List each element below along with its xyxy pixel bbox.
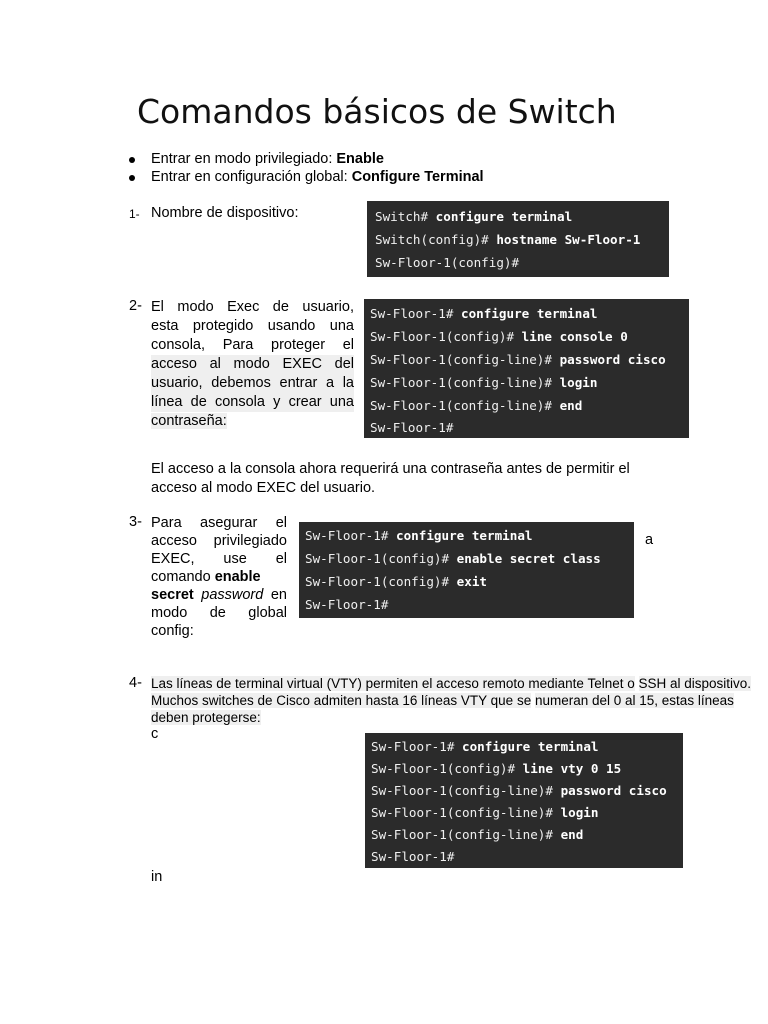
terminal-line: Sw-Floor-1(config-line)# password cisco [370,352,666,367]
bullet-text: Entrar en modo privilegiado: [151,151,337,167]
section-number: 1- [129,207,140,221]
section-note: El acceso a la consola ahora requerirá una contraseña antes de permitir el acceso al modo EXEC del usuario. [151,461,630,496]
section-paragraph: El modo Exec de usuario, esta protegido usando una consola, Para proteger el acceso al modo EXEC del usuario, debemos entrar a la línea de consola y crear una contraseña: [151,299,354,429]
terminal-line: Sw-Floor-1(config-line)# end [371,827,584,842]
terminal-line: Sw-Floor-1(config-line)# password cisco [371,783,667,798]
terminal-line: Switch# configure terminal [375,209,573,224]
terminal-line: Sw-Floor-1# [371,849,455,864]
terminal-block-console [364,299,689,438]
terminal-line: Sw-Floor-1# configure terminal [370,306,598,321]
stray-text: in [151,869,163,885]
terminal-line: Sw-Floor-1(config-line)# end [370,398,583,413]
trailing-text: a [645,532,654,548]
section-label: Nombre de dispositivo: [151,205,299,221]
terminal-line: Sw-Floor-1# configure terminal [371,739,599,754]
terminal-block-hostname [367,201,669,277]
section-number: 3- [129,514,142,530]
section-number: 2- [129,298,142,314]
bullet-dot [129,157,135,163]
stray-text: c [151,726,159,742]
section-number: 4- [129,675,142,691]
terminal-line: Sw-Floor-1(config)# enable secret class [305,551,601,566]
terminal-block-vty [365,733,683,868]
bullet-item-global-config [151,169,484,186]
section-paragraph: Las líneas de terminal virtual (VTY) permiten el acceso remoto mediante Telnet o SSH al dispositivo. Muchos switches de Cisco admiten hasta 16 líneas VTY que se numeran del 0 al 15, estas líneas deben protegerse: [151,676,752,725]
bullet-command: Enable [336,151,384,167]
terminal-line: Sw-Floor-1# configure terminal [305,528,533,543]
terminal-line: Sw-Floor-1(config)# exit [305,574,487,589]
bullet-command: Configure Terminal [351,169,484,185]
terminal-line: Sw-Floor-1(config-line)# login [371,805,599,820]
terminal-line: Sw-Floor-1(config)# line console 0 [370,329,628,344]
bullet-text: Entrar en configuración global: [151,169,352,185]
terminal-line: Sw-Floor-1(config)# line vty 0 15 [371,761,622,776]
terminal-line: Sw-Floor-1(config)# [375,255,520,270]
terminal-block-enable-secret [299,522,634,618]
terminal-line: Sw-Floor-1(config-line)# login [370,375,598,390]
bullet-item-privileged [151,151,384,168]
terminal-line: Sw-Floor-1# [305,597,389,612]
page-title: Comandos básicos de Switch [137,92,617,131]
section-paragraph: Para asegurar el acceso privilegiado EXEC, use el comando enable secret password en modo de global config: [151,515,287,639]
terminal-line: Switch(config)# hostname Sw-Floor-1 [375,232,641,247]
bullet-dot [129,175,135,181]
terminal-line: Sw-Floor-1# [370,420,454,435]
